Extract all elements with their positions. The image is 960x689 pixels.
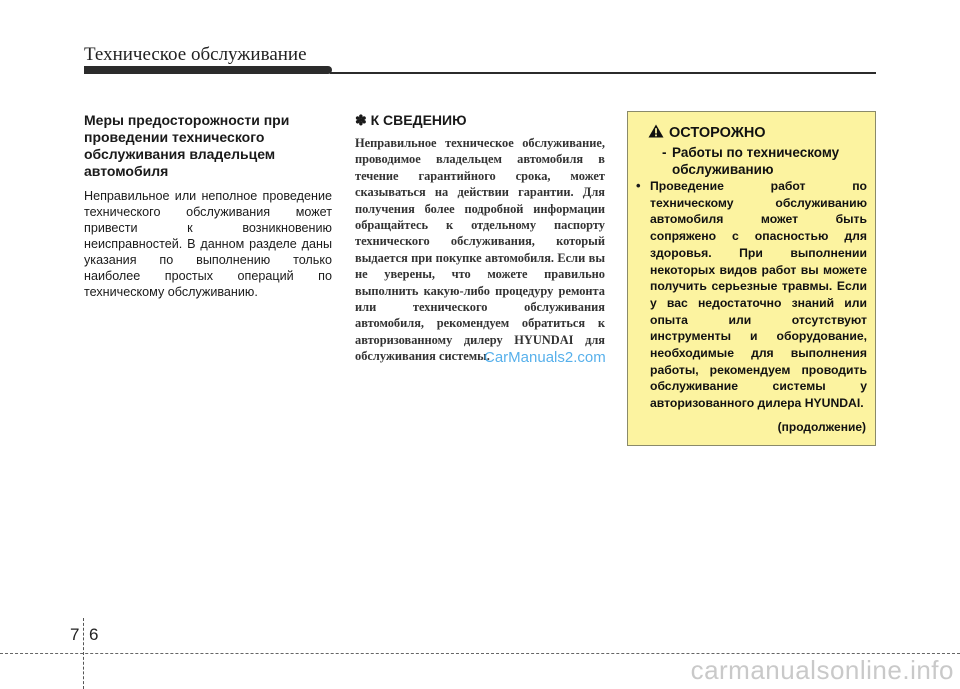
warning-box <box>627 111 876 446</box>
warning-heading-text: ОСТОРОЖНО <box>669 125 766 141</box>
section-body: Неправильное или неполное проведение технического обслуживания может привести к возникновению неисправностей. В данном разделе даны указания по выполнению только наиболее простых операций по техническому обслуживанию. <box>84 189 332 299</box>
chapter-number: 7 <box>70 625 80 644</box>
warning-continued: (продолжение) <box>777 420 866 434</box>
note-title: К СВЕДЕНИЮ <box>370 112 467 128</box>
note-symbol-icon: ✽ <box>355 112 367 128</box>
header-bar <box>84 66 332 74</box>
section-title: Меры предосторожности при проведении технического обслуживания владельцем автомобиля <box>84 112 290 179</box>
warning-subheading-text: Работы по техническому обслуживанию <box>672 145 840 177</box>
warning-triangle-icon <box>648 124 664 138</box>
dash-marker: - <box>662 145 667 160</box>
warning-bullet-text: Проведение работ по техническому обслуживанию автомобиля может быть сопряжено с опасностью для здоровья. При выполнении некоторых видов работ вы можете получить серьезные травмы. Если у вас недостаточно знаний или опыта или отсутствуют инструменты и оборудование, необходимые для выполнения работы, рекомендуем проводить обслуживание системы у авторизованного дилера HYUNDAI. <box>650 179 867 411</box>
note-section <box>355 112 605 365</box>
watermark: CarManuals2.com <box>484 349 606 366</box>
note-heading <box>355 112 605 129</box>
note-body: Неправильное техническое обслуживание, проводимое владельцем автомобиля в течение гарантийного срока, может сказываться на действии гарантии. Для получения более подробной информации обращайтесь к отдельному паспорту технического обслуживания, который выдается при покупке автомобиля. Если вы не уверены, что можете правильно выполнить какую-либо процедуру ремонта или технического обслуживания автомобиля, рекомендуем обратиться к авторизованному дилеру HYUNDAI для обслуживания системы. <box>355 136 605 364</box>
footer-horizontal-divider <box>0 653 960 654</box>
warning-subheading <box>662 144 872 178</box>
site-credit: carmanualsonline.info <box>690 655 954 685</box>
warning-bullet <box>636 178 867 412</box>
warning-heading <box>648 124 766 141</box>
bullet-marker: • <box>636 178 641 193</box>
page-header-title: Техническое обслуживание <box>84 44 307 65</box>
header-rule <box>330 72 876 74</box>
page-number: 6 <box>89 625 99 644</box>
owner-maintenance-section <box>84 112 332 300</box>
